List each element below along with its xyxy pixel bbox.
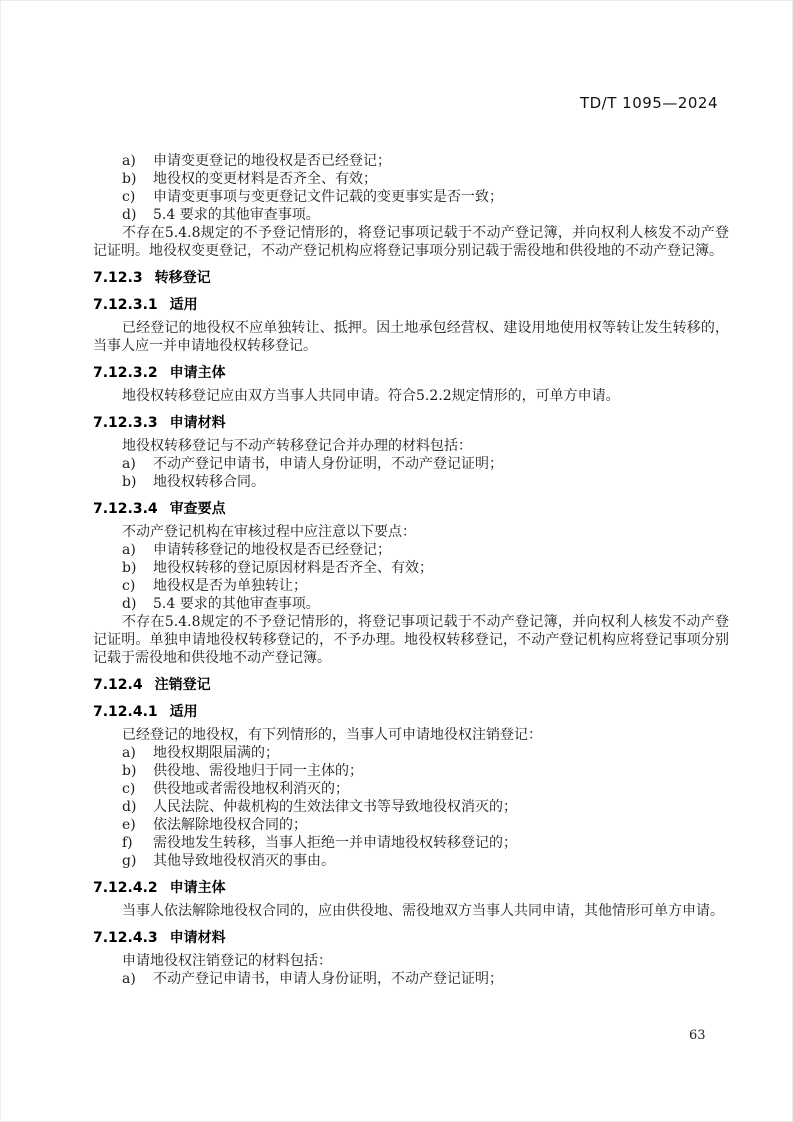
- list-item-text: 不动产登记申请书，申请人身份证明，不动产登记证明；: [153, 456, 503, 472]
- paragraph: 不存在5.4.8规定的不予登记情形的，将登记事项记载于不动产登记簿，并向权利人核发不动产登记证明。地役权变更登记，不动产登记机构应将登记事项分别记载于需役地和供役地的不动产登记簿。: [93, 225, 729, 259]
- section-title: 申请材料: [169, 415, 226, 431]
- section-heading: [93, 500, 729, 518]
- list-item-text: 申请变更事项与变更登记文件记载的变更事实是否一致；: [153, 189, 503, 205]
- section-heading: [93, 364, 729, 382]
- list-item: [93, 852, 729, 870]
- list-item-label: d): [122, 207, 137, 223]
- section-heading: [93, 296, 729, 314]
- section-number: 7.12.3.4: [93, 501, 158, 517]
- paragraph: 不存在5.4.8规定的不予登记情形的，将登记事项记载于不动产登记簿，并向权利人核发不动产登记证明。单独申请地役权转移登记的，不予办理。地役权转移登记，不动产登记机构应将登记事项分别记载于需役地和供役地不动产登记簿。: [93, 614, 729, 666]
- list-item-label: d): [122, 799, 137, 815]
- list-item-text: 地役权的变更材料是否齐全、有效；: [153, 171, 377, 187]
- section-heading: [93, 703, 729, 721]
- list-item: [93, 152, 729, 170]
- section-number: 7.12.3.3: [93, 415, 158, 431]
- section-number: 7.12.4: [93, 677, 143, 693]
- paragraph: 申请地役权注销登记的材料包括：: [122, 953, 332, 969]
- list-item: [93, 970, 729, 988]
- paragraph: 不动产登记机构在审核过程中应注意以下要点：: [122, 524, 416, 540]
- section-heading: [93, 414, 729, 432]
- list-item-label: d): [122, 596, 137, 612]
- list-item-label: a): [122, 153, 136, 169]
- list-item-label: a): [122, 971, 136, 987]
- list-item-label: b): [122, 171, 137, 187]
- section-title: 审查要点: [169, 501, 226, 517]
- list-item-label: b): [122, 560, 137, 576]
- section-title: 适用: [169, 297, 198, 313]
- list-item-label: a): [122, 542, 136, 558]
- list-item-label: a): [122, 456, 136, 472]
- list-item: [93, 834, 729, 852]
- list-item-text: 申请变更登记的地役权是否已经登记；: [153, 153, 391, 169]
- list-item-text: 不动产登记申请书，申请人身份证明，不动产登记证明；: [153, 971, 503, 987]
- list-item-text: 5.4 要求的其他审查事项。: [153, 596, 320, 612]
- list-item-label: f): [122, 835, 133, 851]
- list-item: [93, 816, 729, 834]
- page-number: 63: [689, 1028, 706, 1043]
- section-heading: [93, 269, 729, 287]
- list-item-text: 地役权期限届满的；: [153, 745, 279, 761]
- list-item-text: 依法解除地役权合同的；: [153, 817, 307, 833]
- section-title: 注销登记: [154, 677, 211, 693]
- paragraph: 当事人依法解除地役权合同的，应由供役地、需役地双方当事人共同申请，其他情形可单方申请。: [122, 903, 724, 919]
- list-item: [93, 780, 729, 798]
- section-title: 转移登记: [154, 270, 211, 286]
- paragraph: 地役权转移登记应由双方当事人共同申请。符合5.2.2规定情形的，可单方申请。: [122, 388, 620, 404]
- section-number: 7.12.3: [93, 270, 143, 286]
- list-item: [93, 762, 729, 780]
- section-title: 申请主体: [169, 880, 226, 896]
- list-item-text: 地役权是否为单独转让；: [153, 578, 307, 594]
- list-item-text: 申请转移登记的地役权是否已经登记；: [153, 542, 391, 558]
- section-number: 7.12.4.3: [93, 930, 158, 946]
- list-item-label: c): [122, 578, 136, 594]
- list-item: [93, 595, 729, 613]
- list-item-text: 需役地发生转移，当事人拒绝一并申请地役权转移登记的；: [153, 835, 517, 851]
- list-item: [93, 455, 729, 473]
- section-heading: [93, 676, 729, 694]
- list-item: [93, 798, 729, 816]
- list-item-label: g): [122, 853, 137, 869]
- paragraph: 已经登记的地役权不应单独转让、抵押。因土地承包经营权、建设用地使用权等转让发生转移的，当事人应一并申请地役权转移登记。: [93, 320, 729, 354]
- list-item-text: 5.4 要求的其他审查事项。: [153, 207, 320, 223]
- section-title: 适用: [169, 704, 198, 720]
- list-item: [93, 473, 729, 491]
- section-number: 7.12.3.1: [93, 297, 158, 313]
- list-item-text: 供役地或者需役地权利消灭的；: [153, 781, 349, 797]
- list-item-text: 供役地、需役地归于同一主体的；: [153, 763, 363, 779]
- list-item-text: 地役权转移的登记原因材料是否齐全、有效；: [153, 560, 433, 576]
- section-number: 7.12.4.1: [93, 704, 158, 720]
- list-item-label: b): [122, 474, 137, 490]
- standard-code-header: TD/T 1095—2024: [579, 94, 718, 112]
- content: [93, 152, 729, 988]
- list-item-label: a): [122, 745, 136, 761]
- paragraph: 地役权转移登记与不动产转移登记合并办理的材料包括：: [122, 438, 472, 454]
- paragraph: 已经登记的地役权，有下列情形的，当事人可申请地役权注销登记：: [122, 727, 542, 743]
- list-item-label: c): [122, 189, 136, 205]
- list-item-text: 其他导致地役权消灭的事由。: [153, 853, 335, 869]
- list-item: [93, 188, 729, 206]
- list-item-label: e): [122, 817, 136, 833]
- section-title: 申请材料: [169, 930, 226, 946]
- list-item: [93, 559, 729, 577]
- list-item: [93, 541, 729, 559]
- list-item: [93, 744, 729, 762]
- list-item-text: 人民法院、仲裁机构的生效法律文书等导致地役权消灭的；: [153, 799, 517, 815]
- section-number: 7.12.4.2: [93, 880, 158, 896]
- list-item-label: c): [122, 781, 136, 797]
- section-heading: [93, 929, 729, 947]
- section-title: 申请主体: [169, 365, 226, 381]
- section-heading: [93, 879, 729, 897]
- list-item: [93, 170, 729, 188]
- list-item-text: 地役权转移合同。: [153, 474, 265, 490]
- list-item: [93, 577, 729, 595]
- list-item-label: b): [122, 763, 137, 779]
- list-item: [93, 206, 729, 224]
- section-number: 7.12.3.2: [93, 365, 158, 381]
